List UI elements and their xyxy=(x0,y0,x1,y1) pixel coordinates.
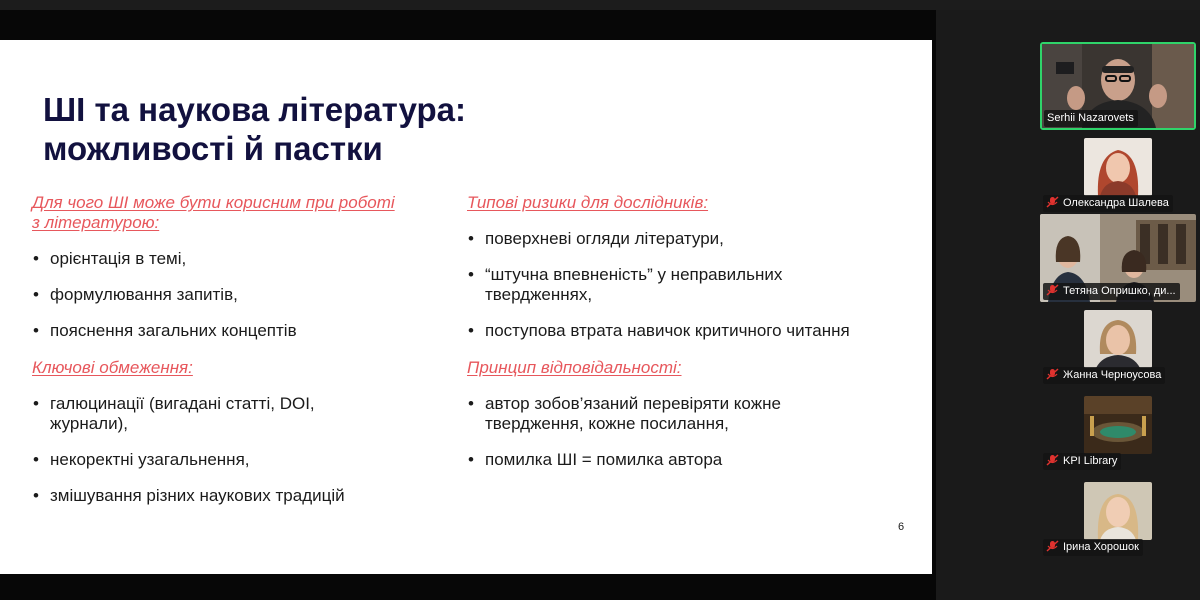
participant-tile-active-speaker[interactable] xyxy=(1040,42,1196,130)
slide-left-column xyxy=(32,193,452,506)
slide-page-number: 6 xyxy=(898,521,905,533)
risks-list xyxy=(467,229,887,341)
participant-tile[interactable] xyxy=(1040,214,1196,302)
meeting-top-bar xyxy=(0,0,1200,10)
mic-muted-icon xyxy=(1046,540,1059,552)
section-heading-limitations: Ключові обмеження: xyxy=(32,358,193,377)
participant-video xyxy=(1084,482,1152,540)
participant-video xyxy=(1084,396,1152,454)
list-item: • некоректні узагальнення, xyxy=(33,450,250,469)
participant-name-label: KPI Library xyxy=(1043,453,1121,470)
mic-muted-icon xyxy=(1046,284,1059,296)
section-heading-risks: Типові ризики для дослідників: xyxy=(467,193,709,212)
section-heading-usefulness: Для чого ШІ може бути корисним при роботі з літературою: xyxy=(32,193,395,232)
usefulness-list xyxy=(32,249,452,341)
list-item: • “штучна впевненість” у неправильних твердженнях, xyxy=(468,265,783,304)
list-item: • автор зобов’язаний перевіряти кожне твердження, кожне посилання, xyxy=(468,394,781,433)
participant-avatar[interactable] xyxy=(1084,310,1152,368)
slide-title xyxy=(43,90,743,168)
list-item: • пояснення загальних концептів xyxy=(33,321,297,340)
list-item: • поступова втрата навичок критичного читання xyxy=(468,321,850,340)
participant-name-label: Ірина Хорошок xyxy=(1043,539,1143,556)
participant-avatar[interactable] xyxy=(1084,138,1152,196)
list-item: • галюцинації (вигадані статті, DOI, журнали), xyxy=(33,394,315,433)
shared-screen xyxy=(0,10,936,600)
slide-title-line-2: можливості й пастки xyxy=(43,130,383,167)
list-item: • орієнтація в темі, xyxy=(33,249,187,268)
presentation-slide xyxy=(0,40,932,574)
limitations-list xyxy=(32,394,452,506)
list-item: • змішування різних наукових традицій xyxy=(33,486,345,505)
mic-muted-icon xyxy=(1046,368,1059,380)
responsibility-list xyxy=(467,394,887,470)
mic-muted-icon xyxy=(1046,454,1059,466)
participant-avatar[interactable] xyxy=(1084,396,1152,454)
mic-muted-icon xyxy=(1046,196,1059,208)
list-item: • формулювання запитів, xyxy=(33,285,238,304)
participant-avatar[interactable] xyxy=(1084,482,1152,540)
participant-video xyxy=(1084,138,1152,196)
list-item: • поверхневі огляди літератури, xyxy=(468,229,724,248)
participant-name-label: Serhii Nazarovets xyxy=(1044,110,1138,127)
participant-name-label: Олександра Шалева xyxy=(1043,195,1173,212)
section-heading-responsibility: Принцип відповідальності: xyxy=(467,358,682,377)
slide-title-line-1: ШІ та наукова література: xyxy=(43,91,466,128)
participant-name-label: Жанна Черноусова xyxy=(1043,367,1165,384)
slide-right-column xyxy=(467,193,887,470)
participant-video xyxy=(1084,310,1152,368)
list-item: • помилка ШІ = помилка автора xyxy=(468,450,723,469)
participant-name-label: Тетяна Опришко, ди... xyxy=(1043,283,1180,300)
